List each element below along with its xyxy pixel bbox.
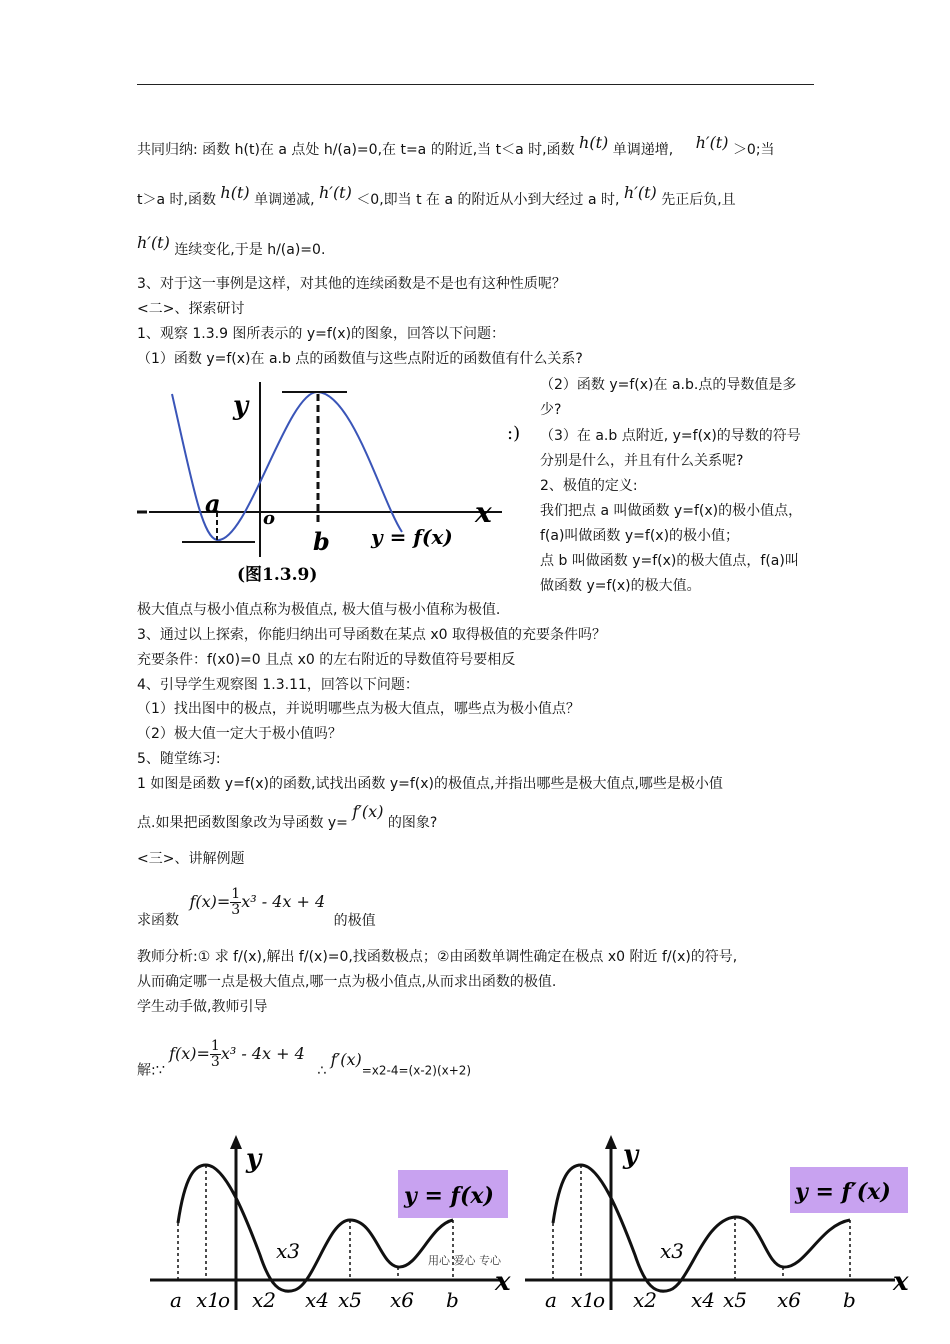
question-4a: （1）找出图中的极点，并说明哪些点为极大值点，哪些点为极小值点？ — [137, 701, 580, 717]
question-4b: （2）极大值一定大于极小值吗？ — [137, 726, 342, 742]
student-note: 学生动手做,教师引导 — [137, 999, 268, 1015]
definition-line-4: 做函数 y=f(x)的极大值。 — [540, 578, 701, 594]
summary-line-1 — [137, 133, 775, 159]
tick-x6: x6 — [390, 1288, 415, 1312]
question-4: 4、引导学生观察图 1.3.11，回答以下问题： — [137, 677, 419, 693]
teacher-analysis-2: 从而确定哪一点是极大值点,哪一点为极小值点,从而求出函数的极值. — [137, 974, 557, 990]
fraction-den: 3 — [210, 1054, 220, 1070]
formula-lhs: f(x)= — [169, 1043, 210, 1063]
tick-o: o — [218, 1288, 231, 1312]
tick-b: b — [843, 1288, 856, 1312]
fraction-num: 1 — [210, 1038, 220, 1054]
math-fprime: f′(x) — [352, 802, 384, 821]
definition-line-1: 我们把点 a 叫做函数 y=f(x)的极小值点， — [540, 503, 803, 519]
question-3: 3、对于这一事例是这样，对其他的连续函数是不是也有这种性质呢？ — [137, 276, 566, 292]
header-rule — [137, 84, 814, 85]
definition-title: 2、极值的定义: — [540, 478, 638, 494]
formula-rest: x³ - 4x + 4 — [220, 1043, 305, 1063]
exercise-1-line-1: 1 如图是函数 y=f(x)的函数,试找出函数 y=f(x)的极值点,并指出哪些是极大值点,哪些是极小值 — [137, 776, 723, 792]
label-y: y — [246, 1144, 262, 1174]
text: ＜0,即当 t 在 a 的附近从小到大经过 a 时, — [356, 192, 620, 208]
question-3b: 3、通过以上探索，你能归纳出可导函数在某点 x0 取得极值的充要条件吗？ — [137, 627, 606, 643]
y-arrow — [230, 1135, 242, 1149]
text: ＞0;当 — [732, 142, 775, 158]
therefore: ∴ — [317, 1062, 327, 1079]
label-a: a — [205, 489, 221, 518]
formula — [169, 1038, 309, 1070]
figure-caption: (图1.3.9) — [237, 565, 318, 585]
label-y: y — [623, 1140, 639, 1170]
summary-line-2 — [137, 183, 736, 209]
tick-a: a — [545, 1288, 557, 1312]
question-2-line-1: （2）函数 y=f(x)在 a.b.点的导数值是多 — [540, 377, 797, 393]
text: 点.如果把函数图象改为导函数 y= — [137, 815, 348, 831]
condition: 充要条件：f(x0)=0 且点 x0 的左右附近的导数值符号要相反 — [137, 652, 516, 668]
exercise-1-line-2 — [137, 802, 438, 832]
text: 共同归纳: 函数 h(t)在 a 点处 h/(a)=0,在 t=a 的附近,当 t＜a 时,函数 — [137, 142, 575, 158]
observe-q1: （1）函数 y=f(x)在 a.b 点的函数值与这些点附近的函数值有什么关系? — [137, 351, 583, 367]
fraction — [230, 887, 241, 918]
definition-line-2: f(a)叫做函数 y=f(x)的极小值； — [540, 528, 740, 544]
figure-1-3-9 — [137, 372, 532, 592]
func-label: y = f′(x) — [795, 1179, 891, 1205]
tick-x6: x6 — [777, 1288, 802, 1312]
summary-line-3 — [137, 233, 326, 259]
tick-a: a — [170, 1288, 182, 1312]
tick-x2: x2 — [633, 1288, 658, 1312]
formula-lhs: f(x)= — [189, 891, 231, 911]
formula — [189, 886, 329, 918]
section-3-heading: <三>、讲解例题 — [137, 851, 245, 867]
problem-line — [137, 886, 376, 936]
fraction-den: 3 — [231, 902, 241, 918]
graph-fprime — [525, 1135, 925, 1315]
label-x: x — [495, 1267, 511, 1297]
math-ht: h(t) — [220, 183, 250, 202]
tick-x1: x1 — [571, 1288, 596, 1312]
math-hprime: h′(t) — [319, 183, 352, 202]
label-y: y — [233, 391, 249, 421]
tick-x3: x3 — [660, 1239, 685, 1263]
label-o: o — [263, 508, 276, 529]
math-hprime: h′(t) — [623, 183, 657, 202]
func-label: y = f(x) — [404, 1183, 494, 1209]
label-x: x — [893, 1267, 909, 1297]
tick-x4: x4 — [305, 1288, 330, 1312]
math-hprime: h′(t) — [695, 133, 729, 152]
text: 的图象? — [387, 815, 438, 831]
text: t＞a 时,函数 — [137, 192, 216, 208]
tick-o: o — [593, 1288, 606, 1312]
formula-rest: x³ - 4x + 4 — [241, 891, 326, 911]
text: 连续变化,于是 h/(a)=0. — [174, 242, 326, 258]
observe-1: 1、观察 1.3.9 图所表示的 y=f(x)的图象，回答以下问题： — [137, 326, 506, 342]
fraction — [210, 1039, 221, 1070]
tick-x3: x3 — [276, 1239, 301, 1263]
math-ht: h(t) — [579, 133, 609, 152]
teacher-analysis-1: 教师分析:① 求 f/(x),解出 f/(x)=0,找函数极点；②由函数单调性确定在极点 x0 附近 f/(x)的符号, — [137, 949, 738, 965]
graph-f — [150, 1135, 520, 1315]
question-3-line-2: 分别是什么，并且有什么关系呢? — [540, 453, 744, 469]
y-arrow — [605, 1135, 617, 1149]
label-func: y = f(x) — [371, 525, 453, 549]
tick-x5: x5 — [338, 1288, 363, 1312]
tick-x2: x2 — [252, 1288, 277, 1312]
math-fprime: f′(x) — [330, 1049, 362, 1069]
solution-line — [137, 1038, 472, 1086]
tick-x4: x4 — [691, 1288, 716, 1312]
page-footer: 用心 爱心 专心 — [428, 1254, 501, 1267]
label-b: b — [313, 527, 330, 556]
text: 单调递减, — [254, 192, 315, 208]
text: 先正后负,且 — [661, 192, 736, 208]
text: 解:∵ — [137, 1062, 165, 1079]
label-x: x — [475, 496, 492, 529]
tick-x1: x1 — [196, 1288, 221, 1312]
fraction-num: 1 — [231, 886, 241, 902]
section-2-heading: <二>、探索研讨 — [137, 301, 245, 317]
question-3-line-1: （3）在 a.b 点附近, y=f(x)的导数的符号 — [540, 428, 801, 444]
text: 求函数 — [137, 912, 179, 929]
text: 的极值 — [333, 912, 376, 929]
definition-line-3: 点 b 叫做函数 y=f(x)的极大值点，f(a)叫 — [540, 553, 799, 569]
text: =x2-4=(x-2)(x+2) — [361, 1063, 472, 1078]
question-5: 5、随堂练习: — [137, 751, 221, 767]
question-2-line-2: 少? — [540, 402, 562, 418]
tick-x5: x5 — [723, 1288, 748, 1312]
text: 单调递增, — [612, 142, 674, 158]
stray-paren: :) — [507, 423, 521, 444]
extreme-definition: 极大值点与极小值点称为极值点, 极大值与极小值称为极值. — [137, 602, 501, 618]
math-hprime: h′(t) — [137, 233, 170, 252]
tick-b: b — [446, 1288, 459, 1312]
